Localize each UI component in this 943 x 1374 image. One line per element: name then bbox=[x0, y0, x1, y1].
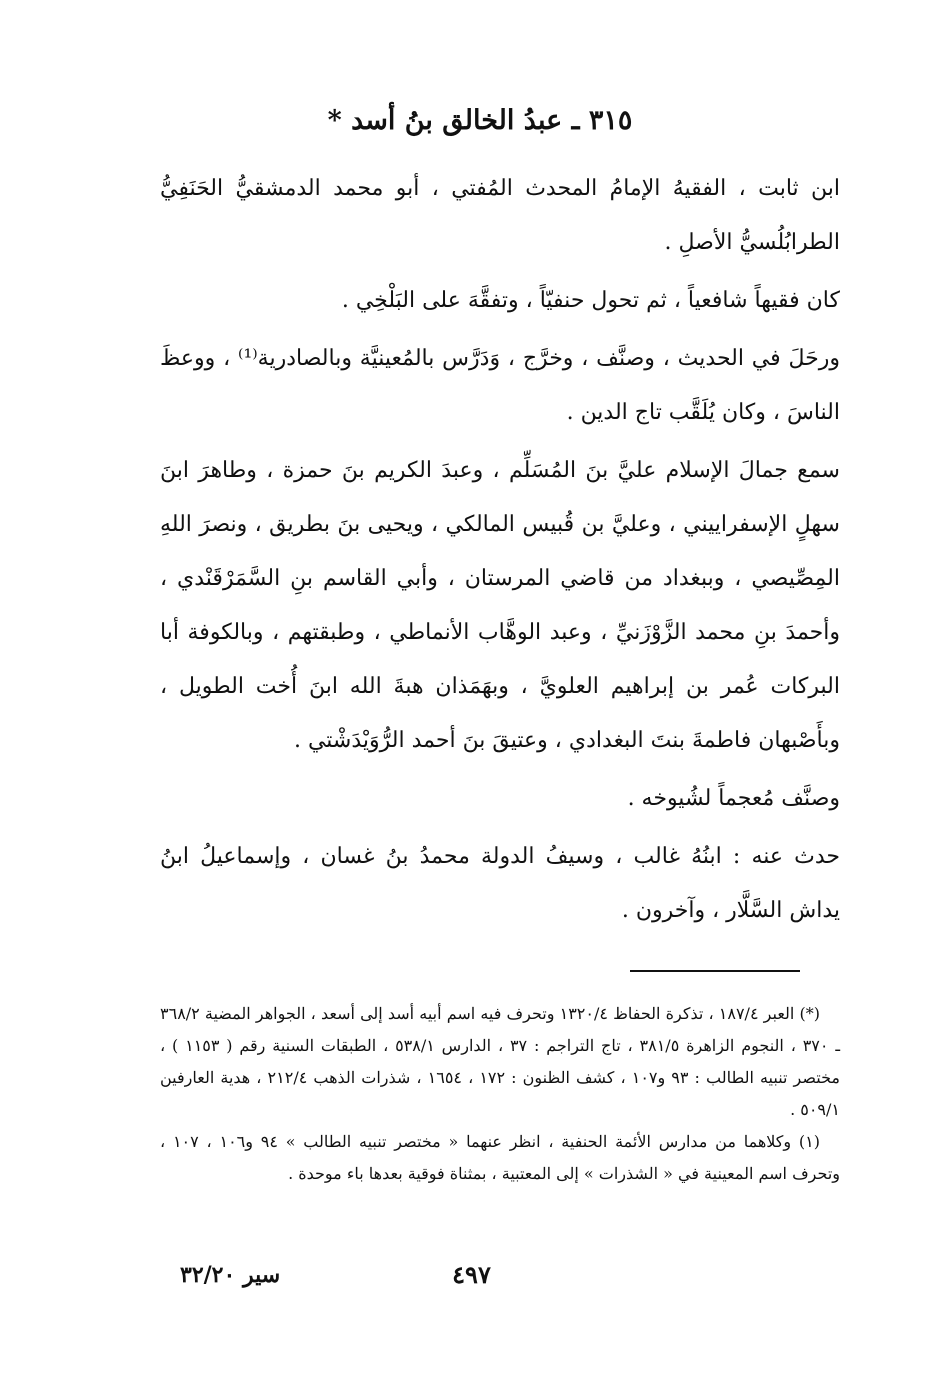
entry-title: ٣١٥ ـ عبدُ الخالق بنُ أسد * bbox=[327, 105, 633, 136]
paragraph-5: وصنَّف مُعجماً لشُيوخه . bbox=[627, 786, 840, 811]
paragraph-6: حدث عنه : ابنُهُ غالب ، وسيفُ الدولة محمدُ بنُ غسان ، وإسماعيلُ ابنُ يداش السَّلَّار ، وآخرون . bbox=[160, 844, 840, 923]
paragraph-1: ابن ثابت ، الفقيهُ الإمامُ المحدث المُفتي ، أبو محمد الدمشقيُّ الحَنَفِيُّ الطرابُلُسيُّ الأصلِ . bbox=[160, 176, 840, 255]
paragraph-4: سمع جمالَ الإسلام عليَّ بنَ المُسَلِّم ، وعبدَ الكريم بنَ حمزة ، وطاهرَ ابنَ سهلٍ الإسفراييني ، وعليَّ بن قُبيس المالكي ، ويحيى بنَ بطريق ، ونصرَ اللهِ المِصِّيصي ، وببغداد من قاضي المرستان ، وأبي القاسم بنِ السَّمَرْقَنْدي ، وأحمدَ بنِ محمد الزَّوْزَنيِّ ، وعبد الوهَّاب الأنماطي ، وطبقتهم ، وبالكوفة أبا البركات عُمر بن إبراهيم العلويَّ ، وبهَمَذان هبةَ الله ابنَ أُخت الطويل ، وبأَصْبهان فاطمةَ بنتَ البغدادي ، وعتيقَ بنَ أحمد الرُّوَيْدَشْتي . bbox=[160, 458, 840, 753]
page-body bbox=[160, 105, 840, 1190]
footnote-1: (*) العبر ١٨٧/٤ ، تذكرة الحفاظ ١٣٢٠/٤ وتحرف فيه اسم أبيه أسد إلى أسعد ، الجواهر المضية ٣٦٨/٢ ـ ٣٧٠ ، النجوم الزاهرة ٣٨١/٥ ، تاج التراجم : ٣٧ ، الدارس ٥٣٨/١ ، الطبقات السنية رقم ( ١١٥٣ ) ، مختصر تنبيه الطالب : ٩٣ و١٠٧ ، كشف الظنون : ١٧٢ ، ١٦٥٤ ، شذرات الذهب ٢١٢/٤ ، هدية العارفين ٥٠٩/١ . bbox=[160, 1004, 841, 1119]
paragraph-3: ورحَلَ في الحديث ، وصنَّف ، وخرَّج ، وَدَرَّس بالمُعينيَّة وبالصادرية⁽¹⁾ ، ووعظَ الناسَ ، وكان يُلَقَّب تاج الدين . bbox=[160, 346, 840, 425]
footnote-2: (١) وكلاهما من مدارس الأئمة الحنفية ، انظر عنهما « مختصر تنبيه الطالب » ٩٤ و١٠٦ ، ١٠٧ ، وتحرف اسم المعينية في « الشذرات » إلى المعتبية ، بمثناة فوقية بعدها باء موحدة . bbox=[160, 1132, 840, 1183]
page-number: ٤٩٧ bbox=[452, 1260, 491, 1289]
signature-mark: سير ٣٢/٢٠ bbox=[180, 1262, 281, 1288]
footnote-divider bbox=[630, 970, 800, 972]
footnotes bbox=[160, 998, 840, 1190]
paragraph-2: كان فقيهاً شافعياً ، ثم تحول حنفيّاً ، وتفقَّهَ على البَلْخِي . bbox=[341, 288, 840, 313]
